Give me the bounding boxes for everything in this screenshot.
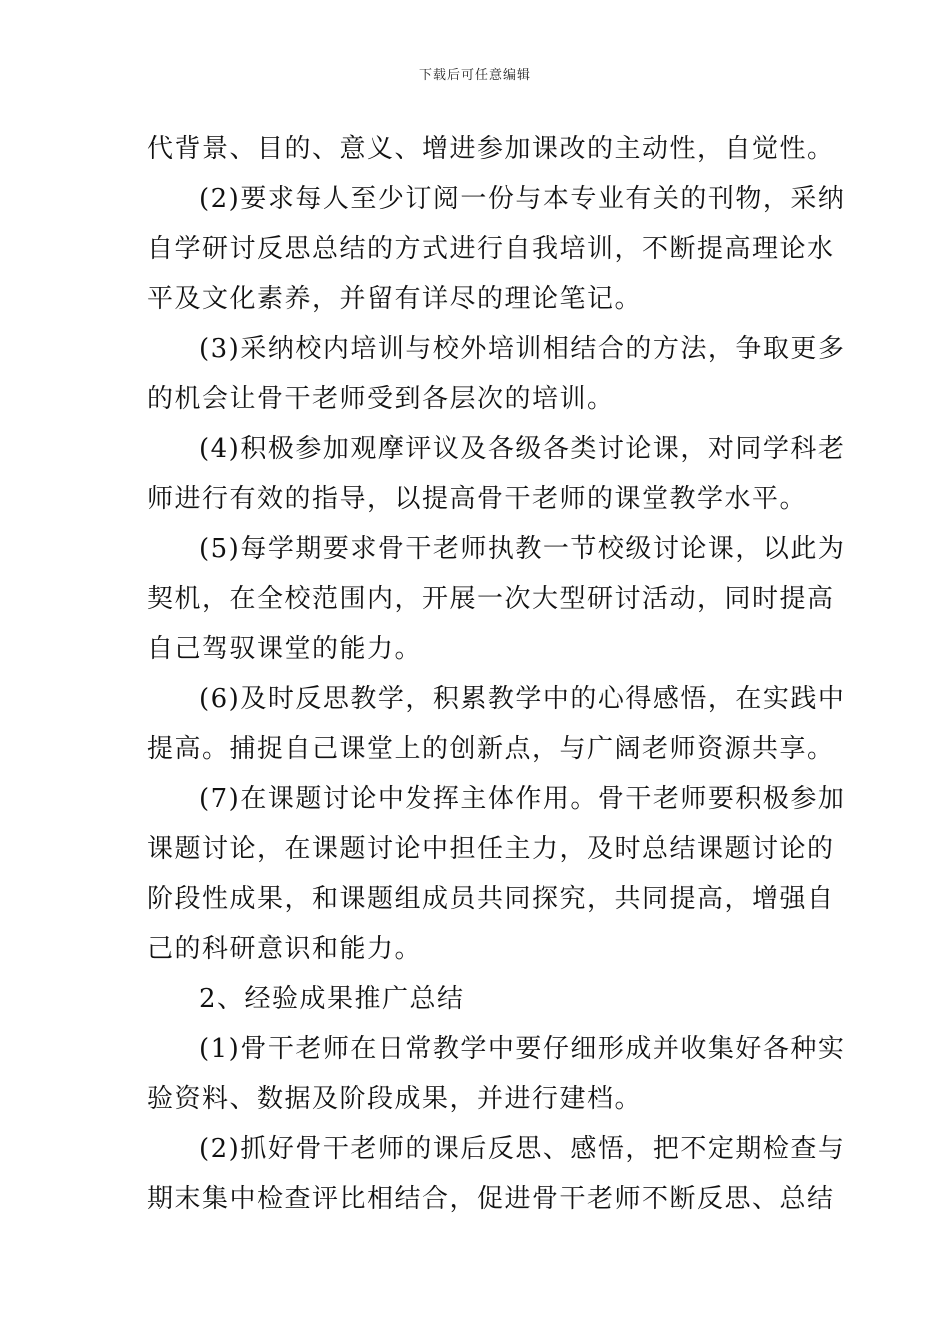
text-line: 契机，在全校范围内，开展一次大型研讨活动，同时提高 <box>147 584 835 614</box>
text-line: (5)每学期要求骨干老师执教一节校级讨论课，以此为 <box>199 534 846 564</box>
text-line: (7)在课题讨论中发挥主体作用。骨干老师要积极参加 <box>199 784 846 814</box>
text-line: (2)抓好骨干老师的课后反思、感悟，把不定期检查与 <box>199 1134 846 1164</box>
text-line: 提高。捕捉自己课堂上的创新点，与广阔老师资源共享。 <box>147 734 835 764</box>
text-line: (3)采纳校内培训与校外培训相结合的方法，争取更多 <box>199 334 846 364</box>
page-header-note: 下载后可任意编辑 <box>418 68 531 83</box>
text-line: 阶段性成果，和课题组成员共同探究，共同提高，增强自 <box>147 884 835 914</box>
text-line: 平及文化素养，并留有详尽的理论笔记。 <box>147 284 643 314</box>
text-line: (6)及时反思教学，积累教学中的心得感悟，在实践中 <box>199 684 846 714</box>
text-line: (1)骨干老师在日常教学中要仔细形成并收集好各种实 <box>199 1034 846 1064</box>
text-line: 自己驾驭课堂的能力。 <box>147 634 423 664</box>
section-heading: 2、经验成果推广总结 <box>199 984 465 1014</box>
text-line: (4)积极参加观摩评议及各级各类讨论课，对同学科老 <box>199 434 846 464</box>
text-line: 的机会让骨干老师受到各层次的培训。 <box>147 384 615 414</box>
text-line: 课题讨论，在课题讨论中担任主力，及时总结课题讨论的 <box>147 834 835 864</box>
document-body <box>147 124 846 1224</box>
text-line: 自学研讨反思总结的方式进行自我培训，不断提高理论水 <box>147 234 835 264</box>
text-line: 己的科研意识和能力。 <box>147 934 423 964</box>
text-line: 验资料、数据及阶段成果，并进行建档。 <box>147 1084 643 1114</box>
text-line: 期末集中检查评比相结合，促进骨干老师不断反思、总结 <box>147 1184 835 1214</box>
text-line: 代背景、目的、意义、增进参加课改的主动性，自觉性。 <box>147 134 835 164</box>
text-line: 师进行有效的指导，以提高骨干老师的课堂教学水平。 <box>147 484 808 514</box>
text-line: (2)要求每人至少订阅一份与本专业有关的刊物，采纳 <box>199 184 846 214</box>
